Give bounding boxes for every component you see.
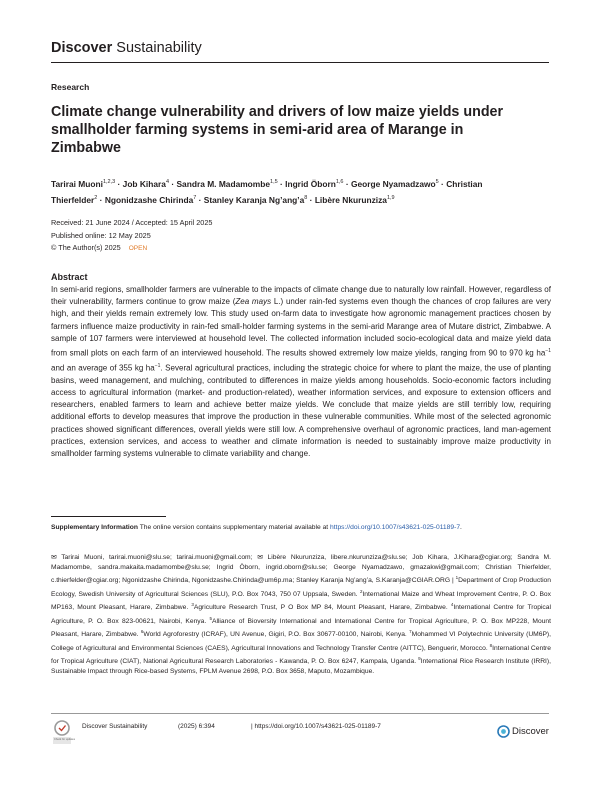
affil-number: 3 (191, 602, 194, 608)
logo-text: Discover (512, 726, 549, 737)
article-title: Climate change vulnerability and drivers of low maize yields under smallholder farming systems in semi‑arid area of Marange in Zimbabwe (51, 104, 504, 156)
author-separator: · (277, 178, 286, 189)
copyright: © The Author(s) 2025 (51, 243, 121, 253)
badge-text: Check for updates (54, 738, 76, 741)
footer-rule (51, 713, 549, 714)
author-affiliation-marker: 2 (94, 194, 98, 201)
affiliation-2: International Maize and Wheat Improvement Centre, P. O. Box MP163, Mount Pleasant, Harare, Zimbabwe. (51, 591, 551, 612)
affil-number: 8 (489, 642, 493, 648)
author-name[interactable]: George Nyamadzawo (350, 178, 436, 189)
author-list (51, 175, 511, 207)
affiliation-5: Alliance of Bioversity International and International Centre for Tropical Agriculture, P. O. Box MP228, Mount Pleasant, Harare, Zimbabwe. (51, 617, 551, 639)
received-accepted: Received: 21 June 2024 / Accepted: 15 April 2025 (51, 218, 213, 227)
author-separator: · (115, 178, 123, 189)
abstract-part-3: and an average of 355 kg ha (51, 363, 155, 373)
footer-doi[interactable]: | https://doi.org/10.1007/s43621-025-01189-7 (251, 723, 381, 730)
affiliation-8: International Centre for Tropical Agriculture (CIAT), National Agricultural Research Laboratories - Kawanda, P. O. Box 6247, Kampala, Uganda. (51, 644, 551, 666)
abstract-text (51, 284, 551, 460)
unit-exponent: −1 (545, 348, 551, 355)
abstract-part-1: In semi-arid regions, smallholder farmers are vulnerable to the impacts of climate change due to naturally low rainfall. However, regardless of their vulnerability, farmers continue to grow maize ( (51, 285, 551, 307)
affiliation-7: Mohammed VI Polytechnic University (UM6P), College of Agricultural and Environmental Sciences (CAES), Agricultural Innovations and Technology Transfer Centre (AITTC), Benguerir, Morocco. (51, 631, 552, 652)
affiliation-4: International Centre for Tropical Agriculture, P. O. Box 823-00621, Nairobi, Kenya. (51, 604, 551, 625)
affil-number: 9 (418, 656, 421, 662)
author-name[interactable]: Libère Nkurunziza (314, 194, 387, 205)
publisher-logo (497, 725, 549, 739)
author-affiliation-marker: 1,6 (335, 179, 344, 185)
check-for-updates-badge[interactable] (51, 719, 76, 745)
affil-number: 1 (455, 575, 459, 581)
affil-number: 7 (409, 629, 412, 635)
footer-citation: (2025) 6:394 (178, 723, 215, 730)
author-separator: · (196, 194, 204, 205)
publication-dates (51, 217, 212, 256)
affil-number: 2 (359, 588, 363, 594)
supplementary-rule (51, 516, 166, 517)
journal-name-bold: Discover (51, 40, 113, 56)
journal-header (51, 40, 202, 56)
author-separator: · (307, 194, 315, 205)
supplementary-info (51, 522, 543, 533)
supplementary-link[interactable]: https://doi.org/10.1007/s43621-025-01189-7 (330, 524, 461, 531)
author-separator: · (343, 178, 351, 189)
author-name[interactable]: Christian Thierfelder (51, 178, 483, 205)
author-affiliation-marker: 4 (165, 179, 170, 185)
author-affiliation-marker: 1,5 (270, 179, 278, 185)
published-online: Published online: 12 May 2025 (51, 230, 151, 240)
author-affiliation-marker: 1,9 (386, 194, 395, 201)
author-affiliation-marker: 5 (435, 179, 439, 185)
footer-journal: Discover Sustainability (82, 723, 148, 730)
author-separator: · (97, 194, 105, 205)
author-name[interactable]: Sandra M. Madamombe (176, 178, 271, 189)
author-affiliation-marker: 8 (304, 194, 308, 201)
copyright-line (51, 242, 212, 256)
open-access-badge[interactable]: OPEN (128, 245, 148, 253)
author-name[interactable]: Ngonidzashe Chirinda (104, 194, 194, 205)
supplementary-text: The online version contains supplementary material available at (137, 524, 331, 531)
supplementary-end: . (460, 524, 462, 531)
author-affiliation-marker: 1,2,3 (102, 179, 116, 185)
author-name[interactable]: Tarirai Muoni (51, 178, 103, 189)
species-name: Zea mays (235, 297, 272, 307)
affiliations (51, 553, 551, 678)
abstract-part-4: . Several agricultural practices, including the strategic choice for where to plant the maize, the use of planting basins, weed management, and mulching, contributed to differences in maize yields among households. Socio-economic factors including access to agricultural information (market- and production-related), weather information services, and exposure to extension officers and researchers, enabled farmers to learn and achieve better maize yields. We conclude that maize yields are still terribly low, requiring additional efforts to develop measures that improve the production in these vulnerable communities. While most of the selected agronomic practices showed significant differences, overall yields were still low. A comprehensive overhaul of agronomic practices, land man-agement practices, extension services, and access to weather and climate information is needed to sustainably improve maize productivity in smallholder farming systems vulnerable to climate variability and change. (51, 363, 552, 458)
affil-number: 4 (450, 602, 454, 608)
affil-number: 6 (140, 629, 144, 635)
affiliation-9: International Rice Research Institute (IRRI), Sustainable Impact through Rice-based Systems, FPLM Avenue 2698, P.O. Box 3658, Maputo, Mozambique. (51, 658, 551, 676)
author-affiliation-marker: 7 (193, 194, 197, 201)
affiliation-1: Department of Crop Production Ecology, Swedish University of Agricultural Sciences (SLU), P.O. Box 7043, 750 07 Uppsala, Sweden. (51, 577, 551, 599)
author-separator: · (169, 178, 177, 189)
affiliation-3: Agriculture Research Trust, P O Box MP 84, Mount Pleasant, Harare, Zimbabwe. (193, 604, 451, 612)
check-for-updates-icon (51, 719, 76, 745)
discover-logo-icon (497, 725, 510, 738)
author-name[interactable]: Stanley Karanja Ng’ang’a (203, 194, 305, 205)
abstract-heading: Abstract (51, 272, 88, 282)
author-name[interactable]: Job Kihara (122, 178, 166, 189)
journal-name-rest: Sustainability (116, 40, 202, 56)
author-separator: · (438, 178, 447, 189)
abstract-part-2: L.) under rain-fed systems even though the chances of crop failures are very high, and their yields remain extremely low. This study used on-farm data to investigate how agronomic management practices chosen by farmers influence maize productivity in rain-fed small-holder farming systems in the semi-arid Marange area of Mutare district, Zimbabwe. A sample of 107 farmers were interviewed at household level. The collected information included socio-ecological data and maize yield data from small plots on each farm of an interviewed household. The results showed extremely low maize yields, ranging from 90 to 970 kg ha (51, 297, 551, 358)
header-rule (51, 62, 549, 63)
affil-number: 5 (209, 615, 212, 621)
author-name[interactable]: Ingrid Öborn (285, 178, 336, 189)
affiliation-6: World Agroforestry (ICRAF), UN Avenue, Gigiri, P.O. Box 30677-00100, Nairobi, Kenya. (143, 631, 410, 639)
contact-emails: ✉ Tarirai Muoni, tarirai.muoni@slu.se; tarirai.muoni@gmail.com; ✉ Libère Nkurunziza, libere.nkurunziza@slu.se; Job Kihara, J.Kihara@cgiar.org; Sandra M. Madamombe, sandra.makaita.madamombe@slu.se; Ingrid Öborn, ingrid.oborn@slu.se; George Nyamadzawo, gmazakwi@gmail.com; Christian Thierfelder, c.thierfelder@cgiar.org; Ngonidzashe Chirinda, Ngonidzashe.Chirinda@um6p.ma; Stanley Karanja Ng’ang’a, S.Karanja@CGIAR.ORG | (51, 554, 551, 585)
unit-exponent: −1 (154, 362, 161, 369)
section-label: Research (51, 82, 90, 92)
supplementary-label: Supplementary Information (51, 524, 138, 531)
